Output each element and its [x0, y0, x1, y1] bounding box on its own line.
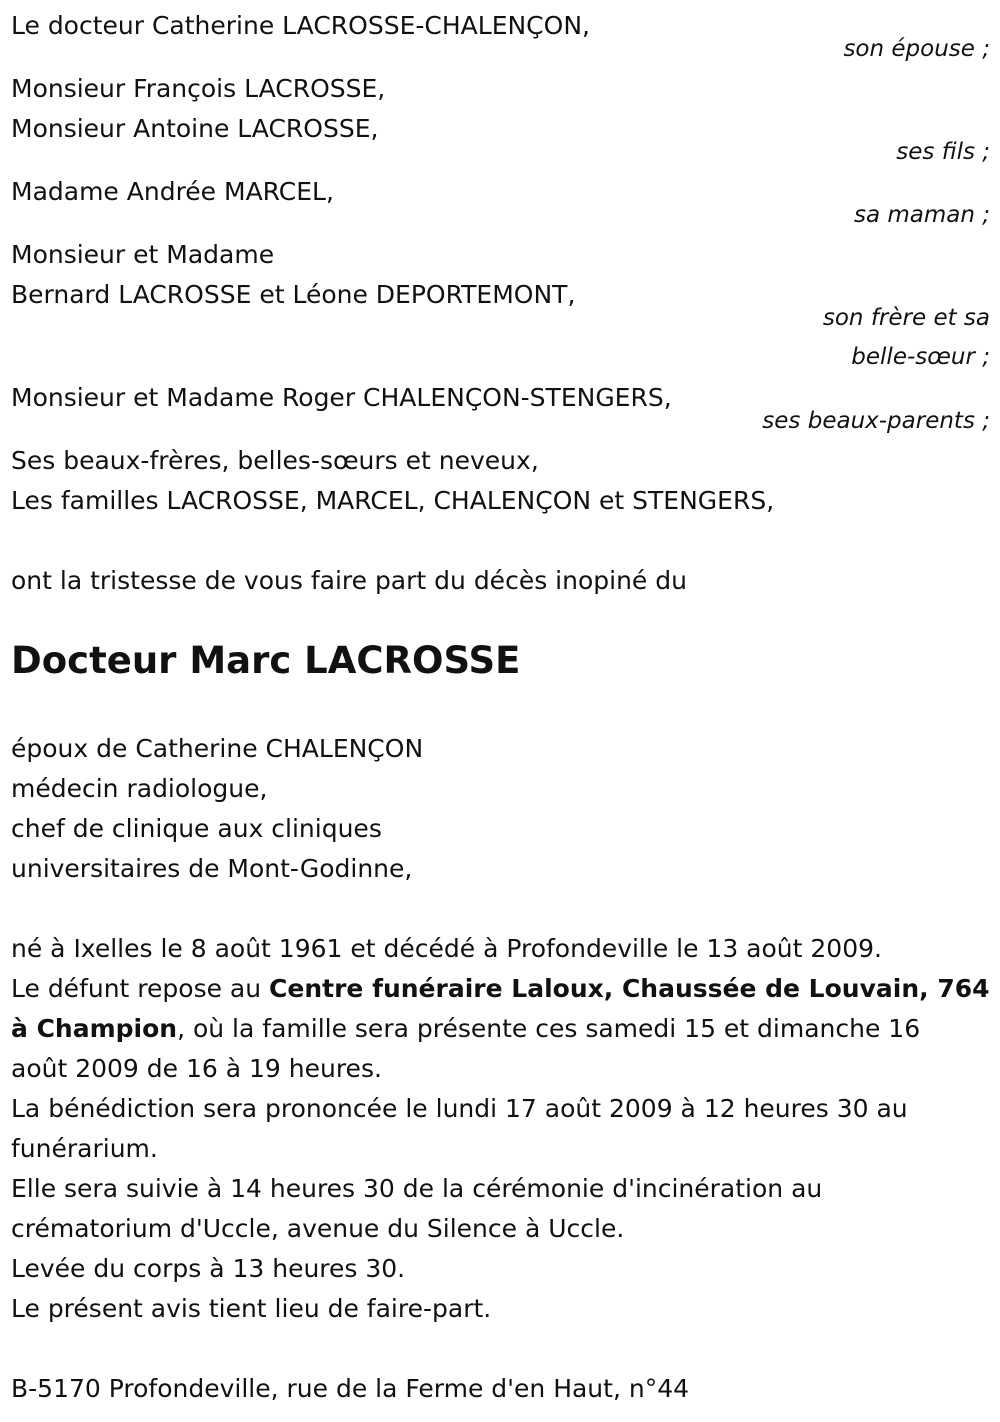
- levee-text: Levée du corps à 13 heures 30.: [11, 1254, 406, 1283]
- family-role: ses beaux-parents ;: [762, 408, 990, 434]
- family-role: sa maman ;: [853, 202, 990, 228]
- family-role: ses fils ;: [896, 139, 990, 165]
- family-line: Monsieur Antoine LACROSSE,: [11, 114, 379, 143]
- family-line: Le docteur Catherine LACROSSE-CHALENÇON,: [11, 11, 590, 40]
- family-line: Monsieur François LACROSSE,: [11, 74, 386, 103]
- family-role: belle-sœur ;: [851, 344, 990, 370]
- title-line: chef de clinique aux cliniques: [11, 814, 382, 843]
- family-line: Ses beaux-frères, belles-sœurs et neveux,: [11, 446, 539, 475]
- funeral-home-prefix: Le défunt repose au: [11, 974, 270, 1003]
- family-role: son épouse ;: [843, 36, 990, 62]
- family-line: Monsieur et Madame Roger CHALENÇON-STENGERS,: [11, 383, 672, 412]
- visiting-text: , où la famille sera présente ces samedi 15 et dimanche 16: [177, 1014, 921, 1043]
- funeral-home-line: [11, 973, 990, 1005]
- family-line: Les familles LACROSSE, MARCEL, CHALENÇON et STENGERS,: [11, 486, 775, 515]
- family-line: Bernard LACROSSE et Léone DEPORTEMONT,: [11, 280, 576, 309]
- ceremony-text: crématorium d'Uccle, avenue du Silence à Uccle.: [11, 1214, 625, 1243]
- blessing-text: La bénédiction sera prononcée le lundi 17 août 2009 à 12 heures 30 au: [11, 1094, 908, 1123]
- title-line: époux de Catherine CHALENÇON: [11, 734, 424, 763]
- ceremony-text: Elle sera suivie à 14 heures 30 de la cérémonie d'incinération au: [11, 1174, 823, 1203]
- family-line: Madame Andrée MARCEL,: [11, 177, 334, 206]
- title-line: médecin radiologue,: [11, 774, 268, 803]
- visiting-text: août 2009 de 16 à 19 heures.: [11, 1054, 382, 1083]
- address-text: B-5170 Profondeville, rue de la Ferme d'en Haut, n°44: [11, 1374, 690, 1403]
- title-line: universitaires de Mont-Godinne,: [11, 854, 413, 883]
- deceased-name: Docteur Marc LACROSSE: [11, 639, 521, 682]
- funeral-home-town: à Champion: [11, 1014, 178, 1043]
- family-line: Monsieur et Madame: [11, 240, 275, 269]
- family-role: son frère et sa: [822, 305, 990, 331]
- born-died-text: né à Ixelles le 8 août 1961 et décédé à Profondeville le 13 août 2009.: [11, 934, 882, 963]
- announcement-text: ont la tristesse de vous faire part du décès inopiné du: [11, 566, 687, 595]
- funeral-home-line: [11, 1013, 920, 1045]
- funeral-home-address: Centre funéraire Laloux, Chaussée de Louvain, 764: [269, 974, 990, 1003]
- blessing-text: funérarium.: [11, 1134, 158, 1163]
- notice-text: Le présent avis tient lieu de faire-part.: [11, 1294, 492, 1323]
